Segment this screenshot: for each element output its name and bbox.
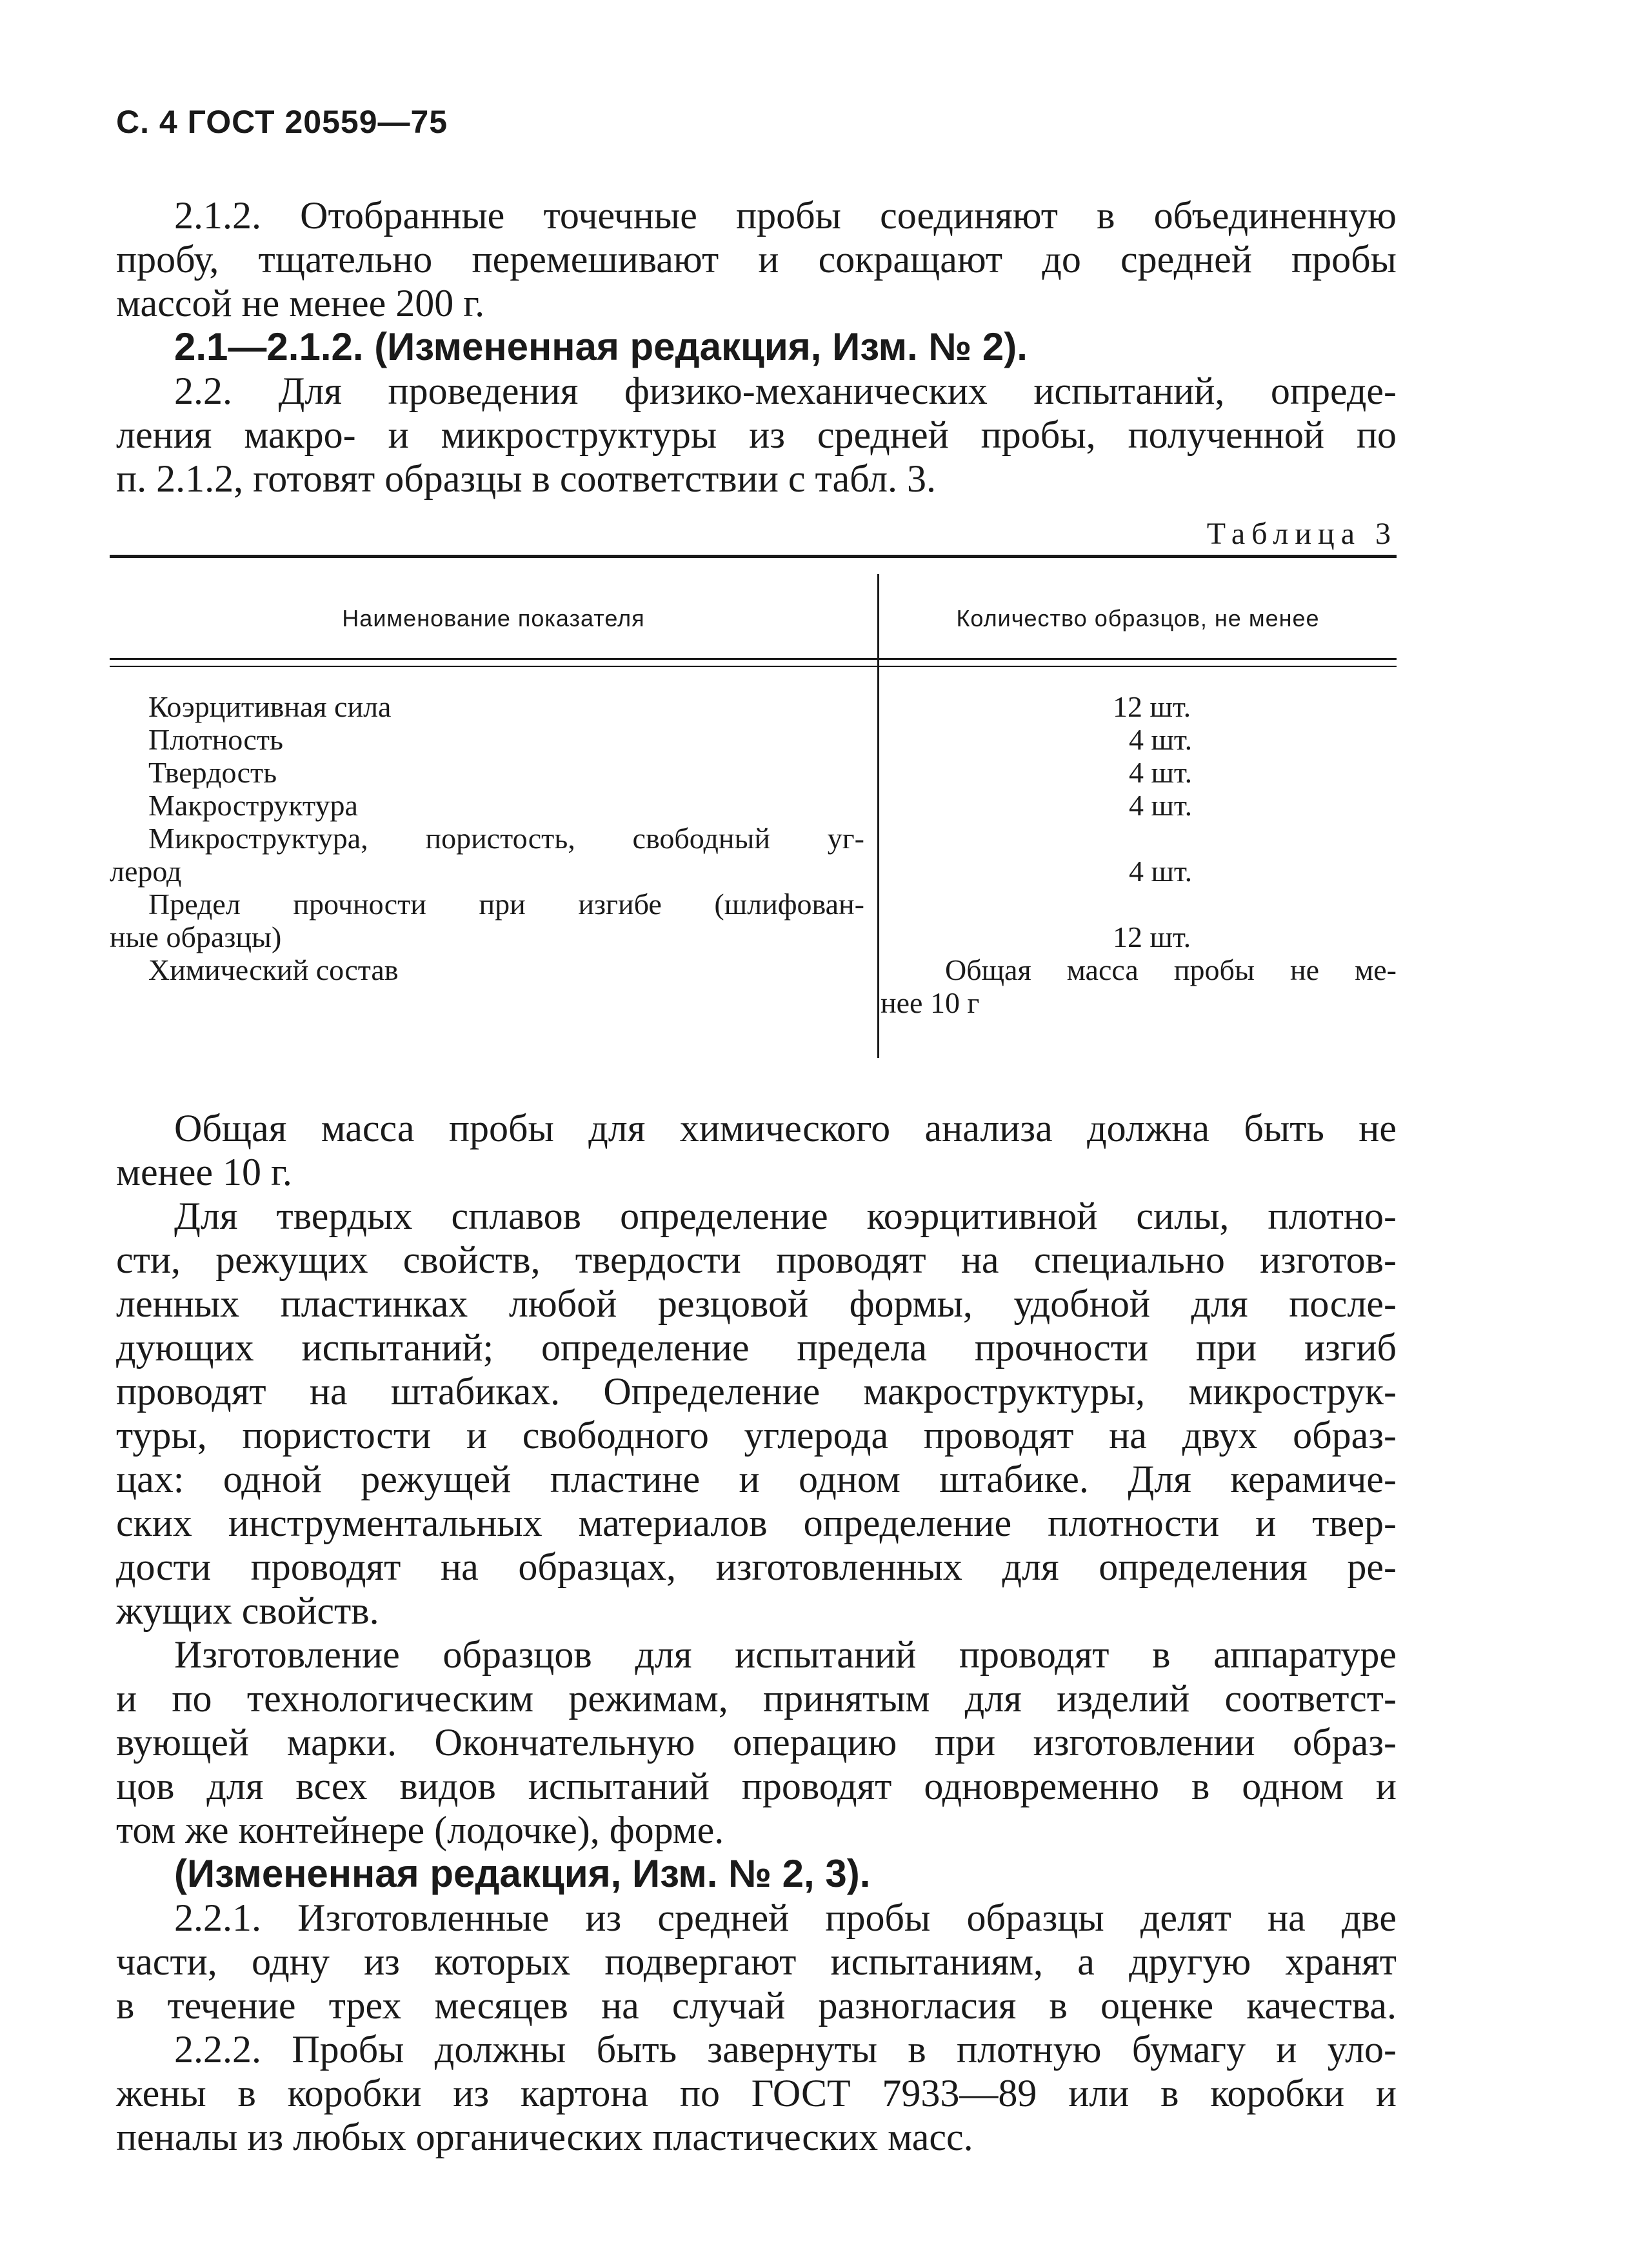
table-cell-value: нее 10 г xyxy=(881,986,980,1019)
table-names-column xyxy=(110,690,864,986)
paragraph-line: ления макро- и микроструктуры из средней пробы, полученной по xyxy=(116,413,1397,456)
paragraph-line: Общая масса пробы для химического анализа должна быть не xyxy=(174,1107,1397,1149)
paragraph-line: том же контейнере (лодочке), форме. xyxy=(116,1809,724,1851)
paragraph-line: 2.2.1. Изготовленные из средней пробы образцы делят на две xyxy=(174,1896,1397,1939)
section-bottom xyxy=(116,1106,1397,2159)
table-cell-spacer xyxy=(906,822,1397,855)
paragraph-line: цов для всех видов испытаний проводят одновременно в одном и xyxy=(116,1765,1397,1807)
table-cell-name: Химический состав xyxy=(148,953,399,986)
table-header-quantity: Количество образцов, не менее xyxy=(956,605,1320,632)
table-cell-value: 4 шт. xyxy=(1129,855,1193,888)
paragraph-line: п. 2.1.2, готовят образцы в соответствии с табл. 3. xyxy=(116,457,937,500)
section-top xyxy=(116,194,1397,501)
table-top-rule xyxy=(110,555,1397,558)
paragraph-line: жущих свойств. xyxy=(116,1589,379,1632)
paragraph-line: цах: одной режущей пластине и одном штабике. Для керамиче- xyxy=(116,1458,1397,1500)
table-header-rule-second xyxy=(110,666,1397,667)
table-cell-value: Общая масса пробы не ме- xyxy=(945,953,1397,986)
paragraph-line: 2.1.2. Отобранные точечные пробы соединяют в объединенную xyxy=(174,194,1397,237)
paragraph-line: проводят на штабиках. Определение макроструктуры, микрострук- xyxy=(116,1370,1397,1413)
table-cell-name: Твердость xyxy=(148,756,277,789)
paragraph-line: туры, пористости и свободного углерода проводят на двух образ- xyxy=(116,1414,1397,1457)
paragraph-line: и по технологическим режимам, принятым для изделий соответст- xyxy=(116,1677,1397,1720)
table-cell-value: 12 шт. xyxy=(1113,690,1191,723)
table-cell-name: лерод xyxy=(110,855,182,888)
paragraph-line: 2.2. Для проведения физико-механических испытаний, опреде- xyxy=(174,370,1397,412)
table-column-divider xyxy=(877,574,879,1058)
paragraph-line: ленных пластинках любой резцовой формы, удобной для после- xyxy=(116,1282,1397,1325)
page-header: С. 4 ГОСТ 20559—75 xyxy=(116,104,448,140)
table-cell-value: 12 шт. xyxy=(1113,921,1191,953)
table-cell-value: 4 шт. xyxy=(1129,723,1193,756)
paragraph-line: пробу, тщательно перемешивают и сокращают до средней пробы xyxy=(116,238,1397,281)
paragraph-line: дости проводят на образцах, изготовленных для определения ре- xyxy=(116,1546,1397,1588)
table-cell-name: ные образцы) xyxy=(110,921,282,953)
table-header-rule xyxy=(110,658,1397,660)
paragraph-line: массой не менее 200 г. xyxy=(116,282,485,324)
table-header-name: Наименование показателя xyxy=(342,605,645,632)
amendment-note: (Измененная редакция, Изм. № 2, 3). xyxy=(174,1852,871,1895)
samples-table xyxy=(110,555,1397,1058)
paragraph-line: ских инструментальных материалов определение плотности и твер- xyxy=(116,1502,1397,1544)
paragraph-line: Для твердых сплавов определение коэрцитивной силы, плотно- xyxy=(174,1195,1397,1237)
table-values-column xyxy=(881,690,1397,1019)
paragraph-line: пеналы из любых органических пластических масс. xyxy=(116,2116,973,2158)
table-cell-name: Макроструктура xyxy=(148,789,358,822)
table-cell-name: Плотность xyxy=(148,723,283,756)
table-cell-value: 4 шт. xyxy=(1129,756,1193,789)
table-cell-name: Микроструктура, пористость, свободный уг- xyxy=(148,822,864,855)
table-cell-name: Предел прочности при изгибе (шлифован- xyxy=(148,888,864,921)
paragraph-line: менее 10 г. xyxy=(116,1151,292,1193)
amendment-note: 2.1—2.1.2. (Измененная редакция, Изм. № 2). xyxy=(174,325,1028,368)
table-cell-name: Коэрцитивная сила xyxy=(148,690,392,723)
paragraph-line: 2.2.2. Пробы должны быть завернуты в плотную бумагу и уло- xyxy=(174,2028,1397,2071)
paragraph-line: сти, режущих свойств, твердости проводят на специально изготов- xyxy=(116,1239,1397,1281)
paragraph-line: дующих испытаний; определение предела прочности при изгиб xyxy=(116,1326,1397,1369)
paragraph-line: жены в коробки из картона по ГОСТ 7933—89 или в коробки и xyxy=(116,2072,1397,2115)
paragraph-line: части, одну из которых подвергают испытаниям, а другую хранят xyxy=(116,1940,1397,1983)
paragraph-line: Изготовление образцов для испытаний проводят в аппаратуре xyxy=(174,1633,1397,1676)
paragraph-line: в течение трех месяцев на случай разногласия в оценке качества. xyxy=(116,1984,1397,2027)
paragraph-line: вующей марки. Окончательную операцию при изготовлении образ- xyxy=(116,1721,1397,1764)
table-cell-value: 4 шт. xyxy=(1129,789,1193,822)
table-caption: Таблица 3 xyxy=(1206,517,1397,551)
table-cell-spacer xyxy=(906,888,1397,921)
